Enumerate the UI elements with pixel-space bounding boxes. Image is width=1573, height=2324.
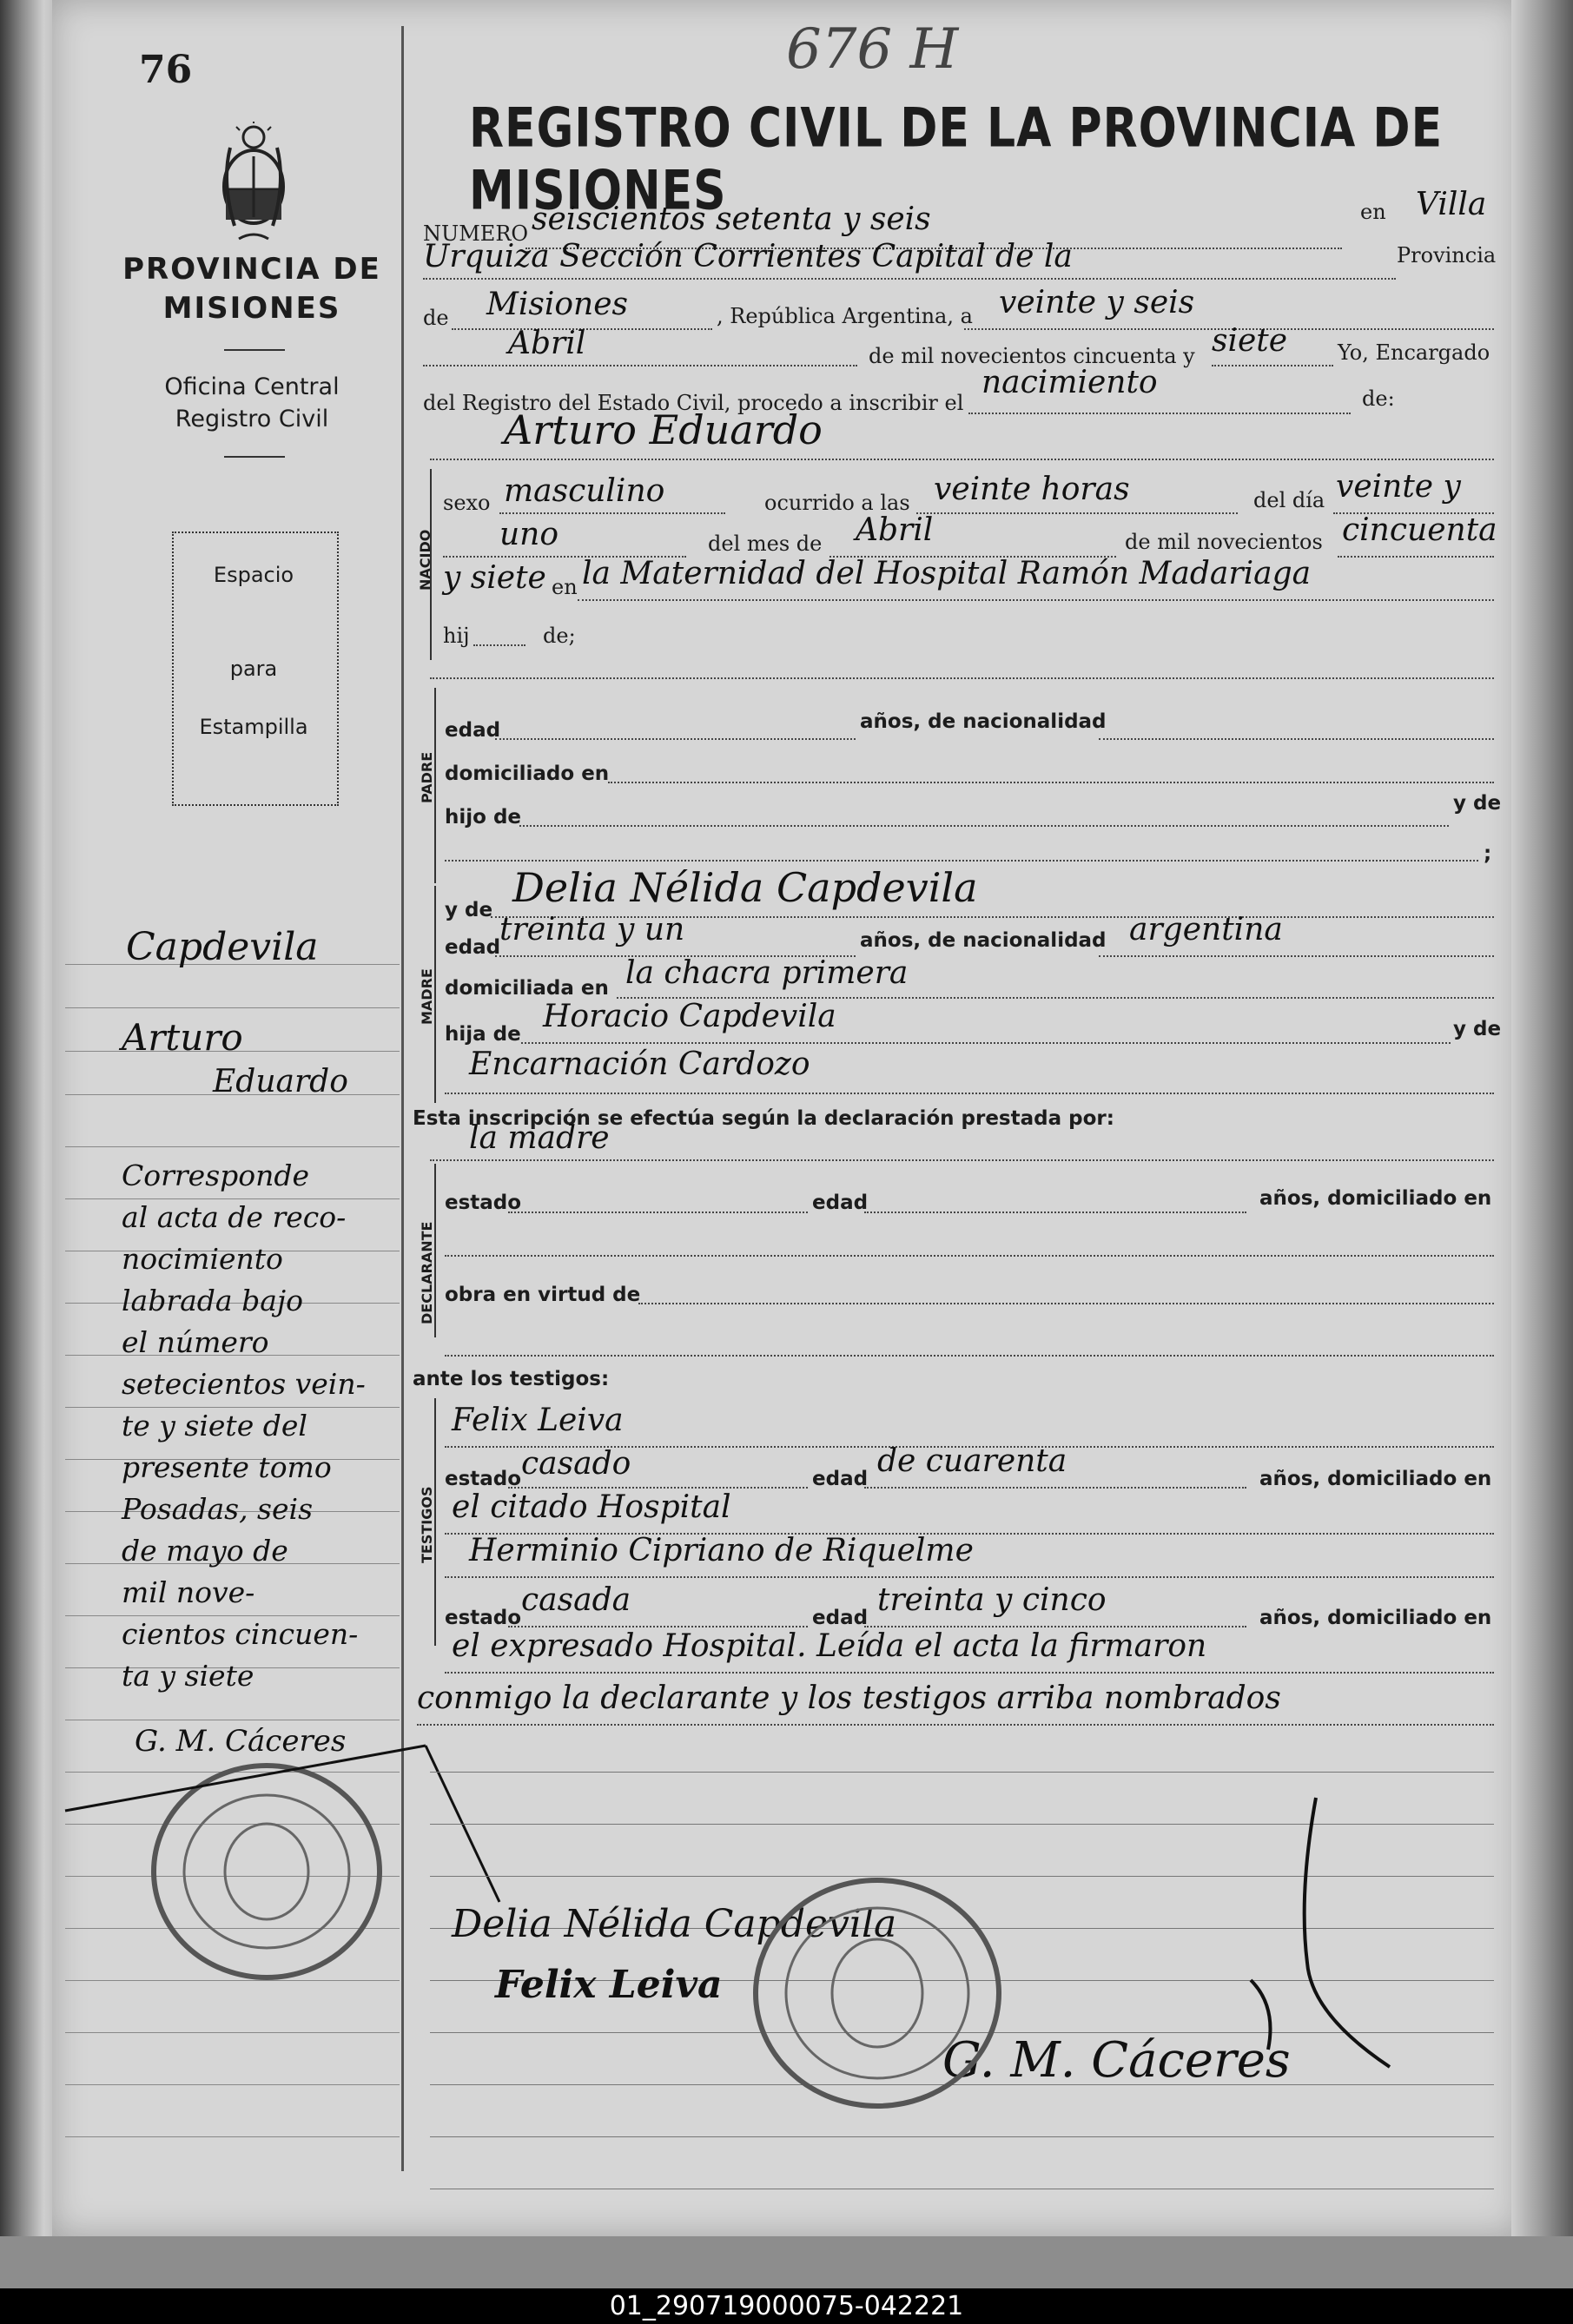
- hora-rule: [916, 512, 1238, 514]
- t2-edad-rule: [864, 1626, 1246, 1627]
- madre-domicilio: la chacra primera: [625, 955, 909, 991]
- divider: [224, 456, 285, 458]
- testigo1-domicilio: el citado Hospital: [452, 1489, 731, 1525]
- declarante-rule: [430, 1159, 1494, 1161]
- madre-y-de2-label: y de: [1453, 1018, 1502, 1040]
- hora-value: veinte horas: [934, 472, 1130, 507]
- testigo2-edad: treinta y cinco: [877, 1582, 1107, 1618]
- en-lugar-label: en: [552, 575, 578, 599]
- obra2-rule: [445, 1355, 1494, 1357]
- mes-nac: Abril: [856, 512, 934, 548]
- signature-witness: Felix Leiva: [495, 1963, 723, 2007]
- lugar-rule: [578, 599, 1494, 601]
- cincuenta-label: de mil novecientos cincuenta y: [869, 344, 1195, 368]
- padre-nac-label: años, de nacionalidad: [860, 710, 1107, 733]
- archive-number: 676 H: [786, 17, 959, 82]
- del-mes-label: del mes de: [708, 531, 823, 556]
- testigos-section-label: TESTIGOS: [419, 1486, 435, 1563]
- provincia-label: Provincia: [1397, 243, 1497, 267]
- t1-anos-label: años, domiciliado en: [1259, 1468, 1492, 1490]
- province-line1: PROVINCIA DE: [122, 252, 381, 287]
- cover-edge: [0, 2236, 1573, 2288]
- hij-rule: [473, 644, 525, 646]
- hijo-rule: [430, 677, 1494, 679]
- anio-nac-1: cincuenta: [1342, 512, 1497, 548]
- fecha-mes: Abril: [508, 326, 586, 361]
- obra-rule: [638, 1303, 1494, 1304]
- del-dia-label: del día: [1253, 488, 1325, 512]
- t2-estado-rule: [508, 1626, 808, 1627]
- decl-edad-rule: [864, 1212, 1246, 1213]
- de-label: de: [423, 306, 449, 330]
- yo-encargado-label: Yo, Encargado: [1338, 340, 1490, 365]
- signature-flourish: [1216, 1789, 1416, 2102]
- de-semi-label: de;: [543, 624, 576, 648]
- decl-anos-label: años, domiciliado en: [1259, 1187, 1492, 1210]
- madre-padre: Horacio Capdevila: [543, 999, 836, 1034]
- sexo-value: masculino: [504, 473, 665, 509]
- t1-estado-label: estado: [445, 1468, 522, 1490]
- madre-nac-rule: [1099, 955, 1494, 957]
- cierre-1: el expresado Hospital. Leída el acta la firmaron: [452, 1628, 1207, 1664]
- signature-mother: Delia Nélida Capdevila: [452, 1902, 897, 1946]
- en-label: en: [1360, 200, 1386, 224]
- madre-edad-label: edad: [445, 936, 501, 959]
- anio-nac-rule: [1338, 556, 1494, 558]
- office-line1: Oficina Central: [164, 373, 340, 400]
- padre-y-rule: [445, 860, 1478, 862]
- nacido-section-label: NACIDO: [417, 529, 433, 591]
- decl-estado-rule: [508, 1212, 808, 1213]
- en-value-1: Villa: [1416, 187, 1487, 222]
- sexo-rule: [499, 512, 725, 514]
- ocurrido-label: ocurrido a las: [764, 491, 910, 515]
- padre-dom-rule: [608, 782, 1494, 783]
- numero-value: seiscientos setenta y seis: [532, 201, 931, 237]
- cierre-2: conmigo la declarante y los testigos arriba nombrados: [417, 1680, 1281, 1716]
- nombre-rule: [430, 459, 1494, 460]
- margin-given-2: Eduardo: [213, 1064, 348, 1099]
- declaracion-label: Esta inscripción se efectúa según la declaración prestada por:: [413, 1107, 1114, 1130]
- cierre1-rule: [445, 1672, 1494, 1674]
- t1-edad-rule: [864, 1487, 1246, 1489]
- margin-surname: Capdevila: [126, 925, 319, 969]
- margin-given-1: Arturo: [122, 1016, 243, 1059]
- nombre-value: Arturo Eduardo: [504, 406, 823, 453]
- padre-hijo-rule: [519, 825, 1449, 827]
- margin-initials: G. M. Cáceres: [135, 1724, 347, 1759]
- fecha-dia: veinte y seis: [999, 285, 1195, 320]
- madre-madre: Encarnación Cardozo: [469, 1046, 810, 1082]
- t1-estado-rule: [508, 1487, 808, 1489]
- t1-edad-label: edad: [812, 1468, 869, 1490]
- padre-y-de-label: y de: [1453, 792, 1502, 815]
- testigo1-nombre: Felix Leiva: [452, 1403, 624, 1438]
- stamp-text-1: Espacio: [213, 563, 294, 587]
- place-rule: [423, 278, 1396, 280]
- margin-strike-line: [61, 1728, 512, 1911]
- madre-hija-label: hija de: [445, 1023, 521, 1046]
- de-colon-label: de:: [1362, 386, 1395, 411]
- anio-nac-2: y siete: [443, 560, 546, 596]
- madre-nombre: Delia Nélida Capdevila: [512, 864, 978, 911]
- t2-edad-label: edad: [812, 1607, 869, 1629]
- decl-edad-label: edad: [812, 1192, 869, 1214]
- madre-nac-label: años, de nacionalidad: [860, 929, 1107, 952]
- padre-section-label: PADRE: [419, 751, 435, 803]
- padre-semicolon: ;: [1484, 842, 1492, 865]
- en-value-2: Urquiza Sección Corrientes Capital de la: [423, 239, 1073, 274]
- padre-dom-label: domiciliado en: [445, 763, 610, 785]
- page-edge: [1511, 0, 1573, 2249]
- signature-officer: G. M. Cáceres: [942, 2032, 1291, 2089]
- padre-edad-rule: [495, 738, 856, 740]
- declarante-value: la madre: [469, 1120, 610, 1156]
- coat-of-arms-icon: [213, 122, 295, 243]
- padre-nac-rule: [1099, 738, 1494, 740]
- mil-nov-label: de mil novecientos: [1125, 530, 1323, 554]
- sexo-label: sexo: [443, 491, 491, 515]
- t2-anos-label: años, domiciliado en: [1259, 1607, 1492, 1629]
- provincia-value: Misiones: [486, 287, 629, 322]
- madre-hija-rule: [521, 1042, 1451, 1044]
- stamp-text-3: Estampilla: [199, 715, 308, 739]
- padre-hijo-label: hijo de: [445, 806, 522, 829]
- province-line2: MISIONES: [162, 291, 341, 326]
- stamp-text-2: para: [229, 657, 278, 681]
- lugar-nac: la Maternidad del Hospital Ramón Madariaga: [582, 556, 1312, 591]
- dia-nac-1: veinte y: [1336, 469, 1461, 505]
- anio-rule: [1212, 365, 1333, 366]
- testigo1-estado: casado: [521, 1446, 631, 1482]
- madre-edad: treinta y un: [499, 912, 685, 947]
- hij-label: hij: [443, 624, 470, 648]
- madre-y-rule: [445, 1093, 1494, 1094]
- del-registro-label: del Registro del Estado Civil, procedo a inscribir el: [423, 391, 964, 415]
- madre-y-de-label: y de: [445, 899, 493, 921]
- decl-estado-label: estado: [445, 1192, 522, 1214]
- declarante-section-label: DECLARANTE: [419, 1221, 435, 1324]
- anio-unidad: siete: [1212, 323, 1288, 359]
- numero-label: NUMERO: [423, 221, 529, 246]
- office-line2: Registro Civil: [175, 406, 329, 432]
- acta-rule: [968, 413, 1351, 414]
- tipo-acta: nacimiento: [981, 365, 1158, 400]
- t2-nombre-rule: [445, 1576, 1494, 1578]
- divider: [224, 349, 285, 351]
- official-seal-icon: [747, 1872, 1008, 2115]
- cierre2-rule: [417, 1724, 1494, 1726]
- testigos-label: ante los testigos:: [413, 1368, 610, 1390]
- testigo1-edad: de cuarenta: [877, 1443, 1067, 1479]
- t2-estado-label: estado: [445, 1607, 522, 1629]
- madre-dom-label: domiciliada en: [445, 977, 609, 1000]
- madre-section-label: MADRE: [419, 968, 435, 1025]
- footer-id: 01_290719000075-042221: [609, 2291, 964, 2321]
- margin-annotation: Corresponde al acta de reco- nocimiento labrada bajo el número setecientos vein- te y siete del presente tomo Posadas, seis de mayo de mil nove- cientos cincuen- ta y siete: [122, 1159, 366, 1693]
- republica-label: , República Argentina, a: [717, 304, 973, 328]
- madre-nacionalidad: argentina: [1129, 912, 1283, 947]
- testigo2-estado: casada: [521, 1582, 631, 1618]
- document-title: REGISTRO CIVIL DE LA PROVINCIA DE MISIONES: [469, 97, 1444, 222]
- page-number: 76: [139, 48, 193, 92]
- dia-nac-2: uno: [499, 517, 559, 552]
- testigo2-nombre: Herminio Cipriano de Riquelme: [469, 1533, 974, 1568]
- padre-edad-label: edad: [445, 719, 501, 742]
- mes-rule: [423, 365, 857, 366]
- decl-dom-rule: [445, 1255, 1494, 1257]
- obra-label: obra en virtud de: [445, 1284, 641, 1306]
